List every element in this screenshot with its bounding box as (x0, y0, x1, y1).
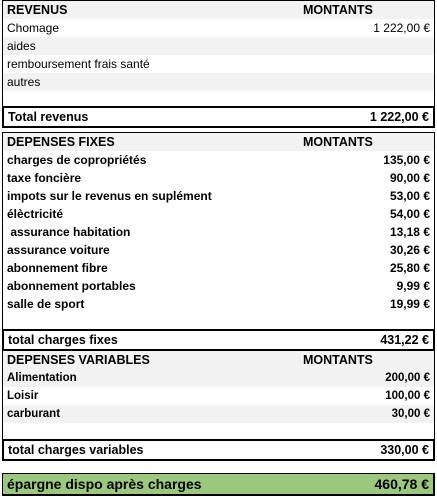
row-value: 135,00 € (383, 153, 430, 167)
row-value: 54,00 € (389, 207, 430, 221)
row-value: 90,00 € (389, 171, 430, 185)
row-label: impots sur le revenus en suplément (7, 189, 212, 203)
table-row[interactable] (3, 55, 434, 73)
row-label: abonnement fibre (7, 261, 108, 275)
depenses-variables-col-header: MONTANTS (303, 353, 373, 367)
row-label: carburant (7, 408, 61, 420)
row-value: 25,80 € (389, 261, 430, 275)
total-revenus-row[interactable] (2, 106, 435, 128)
row-value: 100,00 € (385, 390, 430, 402)
table-row[interactable] (3, 369, 434, 387)
table-row[interactable] (3, 19, 434, 37)
row-label: salle de sport (7, 297, 85, 311)
epargne-row[interactable] (2, 473, 435, 496)
depenses-variables-header (2, 351, 435, 369)
row-label: aides (7, 39, 36, 53)
row-value: 13,18 € (389, 225, 430, 239)
row-label: Loisir (7, 390, 39, 402)
spacer-row (3, 313, 434, 329)
table-row[interactable] (3, 223, 434, 241)
row-label: assurance habitation (7, 225, 131, 239)
table-row[interactable] (3, 73, 434, 91)
total-revenus-value: 1 222,00 € (369, 110, 429, 124)
row-value: 9,99 € (396, 279, 430, 293)
total-revenus-label: Total revenus (8, 110, 89, 124)
revenus-rows (2, 19, 435, 106)
table-row[interactable] (3, 187, 434, 205)
epargne-value: 460,78 € (374, 476, 429, 492)
row-value: 30,26 € (389, 243, 430, 257)
table-row[interactable] (3, 405, 434, 423)
table-row[interactable] (3, 387, 434, 405)
row-label: élèctricité (7, 207, 64, 221)
depenses-fixes-title: DEPENSES FIXES (7, 135, 115, 149)
depenses-variables-title: DEPENSES VARIABLES (7, 353, 150, 367)
row-label: charges de copropriétés (7, 153, 147, 167)
table-row[interactable] (3, 151, 434, 169)
row-label: Chomage (7, 21, 60, 35)
table-row[interactable] (3, 259, 434, 277)
row-value: 1 222,00 € (373, 21, 430, 35)
depenses-variables-rows (2, 369, 435, 439)
spacer-row (3, 91, 434, 106)
total-charges-variables-value: 330,00 € (380, 443, 429, 457)
table-row[interactable] (3, 169, 434, 187)
depenses-fixes-rows (2, 151, 435, 329)
row-value: 30,00 € (391, 408, 430, 420)
depenses-fixes-col-header: MONTANTS (303, 135, 373, 149)
table-row[interactable] (3, 241, 434, 259)
budget-sheet (2, 0, 435, 496)
total-charges-variables-row[interactable] (2, 439, 435, 461)
total-charges-fixes-row[interactable] (2, 329, 435, 351)
gap (2, 461, 435, 473)
row-label: autres (7, 75, 41, 89)
revenus-header (2, 0, 435, 19)
row-value: 53,00 € (389, 189, 430, 203)
spacer-row (3, 423, 434, 439)
total-charges-variables-label: total charges variables (8, 443, 144, 457)
row-label: taxe foncière (7, 171, 82, 185)
epargne-label: épargne dispo après charges (7, 476, 202, 492)
row-label: Alimentation (7, 372, 77, 384)
table-row[interactable] (3, 37, 434, 55)
row-label: abonnement portables (7, 279, 136, 293)
total-charges-fixes-label: total charges fixes (8, 333, 118, 347)
row-value: 19,99 € (389, 297, 430, 311)
row-label: remboursement frais santé (7, 57, 150, 71)
revenus-col-header: MONTANTS (303, 3, 373, 17)
revenus-title: REVENUS (7, 3, 68, 17)
total-charges-fixes-value: 431,22 € (380, 333, 429, 347)
row-value: 200,00 € (385, 372, 430, 384)
depenses-fixes-header (2, 132, 435, 151)
table-row[interactable] (3, 205, 434, 223)
table-row[interactable] (3, 295, 434, 313)
row-label: assurance voiture (7, 243, 110, 257)
table-row[interactable] (3, 277, 434, 295)
